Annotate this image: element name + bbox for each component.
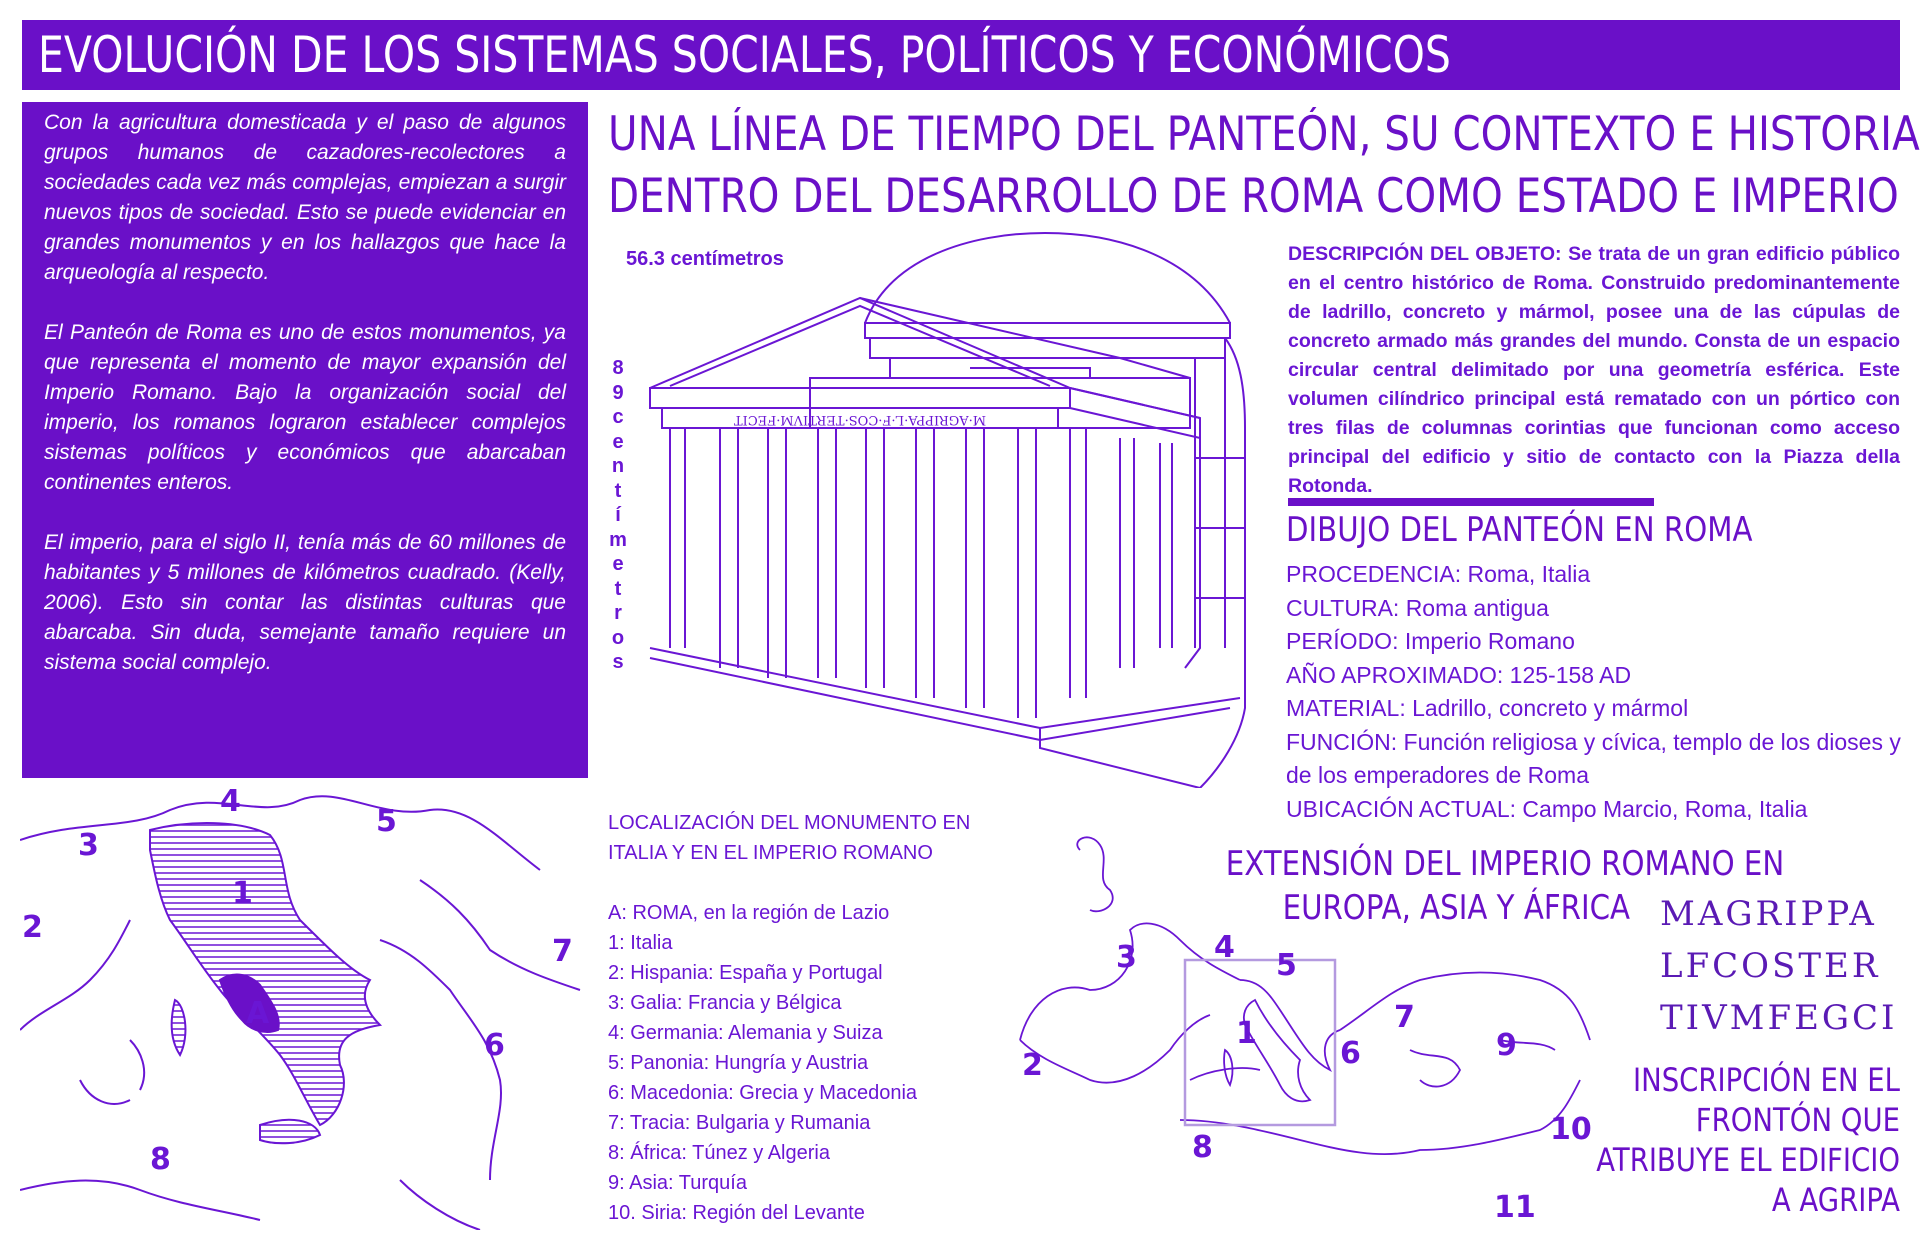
height-label-char: r <box>614 602 622 624</box>
italy-map-label-2: 2 <box>22 910 43 945</box>
inscription-line-1: MAGRIPPA <box>1660 894 1877 934</box>
frieze-inscription: M·AGRIPPA·L·F·COS·TERTIVM·FECIT <box>733 412 987 427</box>
italy-map-label-4: 4 <box>220 784 241 819</box>
location-item: 7: Tracia: Bulgaria y Rumania <box>608 1112 871 1134</box>
inscription-line-2: LFCOSTER <box>1660 946 1881 986</box>
dome-outline <box>865 233 1230 323</box>
height-label-char: í <box>615 504 621 526</box>
location-item: 8: África: Túnez y Algeria <box>608 1142 830 1164</box>
italy-map-label-6: 6 <box>484 1028 505 1063</box>
page-title <box>22 20 1900 90</box>
inscription-caption-line: FRONTÓN QUE <box>1695 1101 1900 1139</box>
headline <box>608 104 1920 228</box>
headline-line-2: DENTRO DEL DESARROLLO DE ROMA COMO ESTADO E IMPERIO <box>608 169 1899 224</box>
empire-map-label-5: 5 <box>1276 948 1297 983</box>
empire-map-label-4: 4 <box>1214 930 1235 965</box>
empire-map-label-11: 11 <box>1494 1190 1536 1225</box>
empire-map-title-line-1: EXTENSIÓN DEL IMPERIO ROMANO EN <box>1225 844 1785 884</box>
fact-origin: PROCEDENCIA: Roma, Italia <box>1286 561 1591 587</box>
location-item: A: ROMA, en la región de Lazio <box>608 902 890 924</box>
object-facts <box>1286 558 1906 826</box>
empire-map-label-2: 2 <box>1022 1048 1043 1083</box>
empire-map-label-10: 10 <box>1550 1112 1592 1147</box>
empire-map-label-1: 1 <box>1236 1016 1257 1051</box>
italy-map <box>20 780 600 1230</box>
empire-map-label-3: 3 <box>1116 940 1137 975</box>
height-label-char: e <box>612 430 624 453</box>
italy-map-label-8: 8 <box>150 1142 171 1177</box>
empire-map-label-8: 8 <box>1192 1130 1213 1165</box>
portico-columns <box>670 428 1172 718</box>
intro-panel <box>22 102 588 778</box>
intro-paragraph-2: El Panteón de Roma es uno de estos monumentos, ya que representa el momento de mayor expansión del Imperio Romano. Bajo la organización social del imperio, los romanos lograron establecer complejos sistemas políticos y económicos que abarcaban continentes enteros. <box>44 321 566 494</box>
height-dimension-label <box>608 356 628 675</box>
fact-material: MATERIAL: Ladrillo, concreto y mármol <box>1286 695 1689 721</box>
fact-function: FUNCIÓN: Función religiosa y cívica, templo de los dioses y de los emperadores de Roma <box>1286 728 1901 788</box>
height-label-char: t <box>614 577 622 600</box>
fact-period: PERÍODO: Imperio Romano <box>1286 628 1575 654</box>
location-item: 4: Germania: Alemania y Suiza <box>608 1022 883 1044</box>
location-item: 5: Panonia: Hungría y Austria <box>608 1052 869 1074</box>
inscription-line-3: TIVMFEGCI <box>1660 998 1898 1038</box>
width-dimension-label: 56.3 centímetros <box>626 248 784 270</box>
inscription-caption-line: INSCRIPCIÓN EN EL <box>1633 1061 1900 1099</box>
empire-map-title-line-2: EUROPA, ASIA Y ÁFRICA <box>1282 888 1630 928</box>
location-heading: LOCALIZACIÓN DEL MONUMENTO EN ITALIA Y EN EL IMPERIO ROMANO <box>608 812 971 864</box>
drawing-title: DIBUJO DEL PANTEÓN EN ROMA <box>1286 510 1753 550</box>
divider <box>1288 498 1654 506</box>
height-label-char: o <box>611 626 625 649</box>
inscription-text <box>1660 888 1898 1044</box>
italy-map-label-A: A <box>246 996 270 1031</box>
headline-line-1: UNA LÍNEA DE TIEMPO DEL PANTEÓN, SU CONTEXTO E HISTORIA <box>608 107 1920 162</box>
inscription-caption-line: A AGRIPA <box>1771 1181 1900 1219</box>
height-label-char: n <box>611 455 625 477</box>
height-label-char: 8 <box>612 357 624 379</box>
italy-shape <box>150 823 380 1125</box>
empire-map-label-6: 6 <box>1340 1036 1361 1071</box>
location-item: 10. Siria: Región del Levante <box>608 1202 865 1224</box>
location-item: 2: Hispania: España y Portugal <box>608 962 883 984</box>
empire-map-label-7: 7 <box>1394 1000 1415 1035</box>
location-item: 6: Macedonia: Grecia y Macedonia <box>608 1082 918 1104</box>
height-label-char: 9 <box>612 381 624 404</box>
location-item: 1: Italia <box>608 932 673 954</box>
italy-map-label-3: 3 <box>78 828 99 863</box>
fact-culture: CULTURA: Roma antigua <box>1286 594 1549 621</box>
height-label-char: e <box>612 553 624 575</box>
italy-map-label-5: 5 <box>376 804 397 839</box>
italy-map-label-7: 7 <box>552 934 573 969</box>
intro-paragraph-1: Con la agricultura domesticada y el paso de algunos grupos humanos de cazadores-recolectores a sociedades cada vez más complejas, empiezan a surgir nuevos tipos de sociedad. Esto se puede evidenciar en grandes monumentos y en los hallazgos que hace la arqueología al respecto. <box>44 111 566 284</box>
pediment <box>650 298 1070 388</box>
height-label-char: t <box>614 479 622 502</box>
object-description: DESCRIPCIÓN DEL OBJETO: Se trata de un gran edificio público en el centro histórico de Roma. Construido predominantemente de ladrillo, concreto y mármol, posee una de las cúpulas de concreto armado más grandes del mundo. Consta de un espacio circular central delimitado por una geometría esférica. Este volumen cilíndrico principal está rematado con un pórtico con tres filas de columnas corintias que funcionan como acceso principal del edificio y sitio de contacto con la Piazza della Rotonda. <box>1288 243 1900 497</box>
italy-map-label-1: 1 <box>232 876 253 911</box>
intro-paragraph-3: El imperio, para el siglo II, tenía más de 60 millones de habitantes y 5 millones de kilómetros cuadrado. (Kelly, 2006). Esto sin contar las distintas culturas que abarcaba. Sin duda, semejante tamaño requiere un sistema social complejo. <box>44 531 566 674</box>
pantheon-drawing <box>640 228 1280 788</box>
page-title-text: EVOLUCIÓN DE LOS SISTEMAS SOCIALES, POLÍTICOS Y ECONÓMICOS <box>38 26 1451 84</box>
location-item: 9: Asia: Turquía <box>608 1172 747 1194</box>
height-label-char: m <box>609 528 627 551</box>
inscription-caption <box>1573 1060 1900 1220</box>
empire-map-label-9: 9 <box>1496 1028 1517 1063</box>
height-label-char: s <box>612 651 624 673</box>
location-legend <box>608 808 1008 1228</box>
location-item: 3: Galia: Francia y Bélgica <box>608 992 842 1014</box>
italy-highlight-frame <box>1185 960 1335 1125</box>
inscription-caption-line: ATRIBUYE EL EDIFICIO <box>1596 1141 1900 1179</box>
height-label-char: c <box>612 406 624 428</box>
fact-year: AÑO APROXIMADO: 125-158 AD <box>1286 661 1632 688</box>
fact-location: UBICACIÓN ACTUAL: Campo Marcio, Roma, Italia <box>1286 795 1808 822</box>
